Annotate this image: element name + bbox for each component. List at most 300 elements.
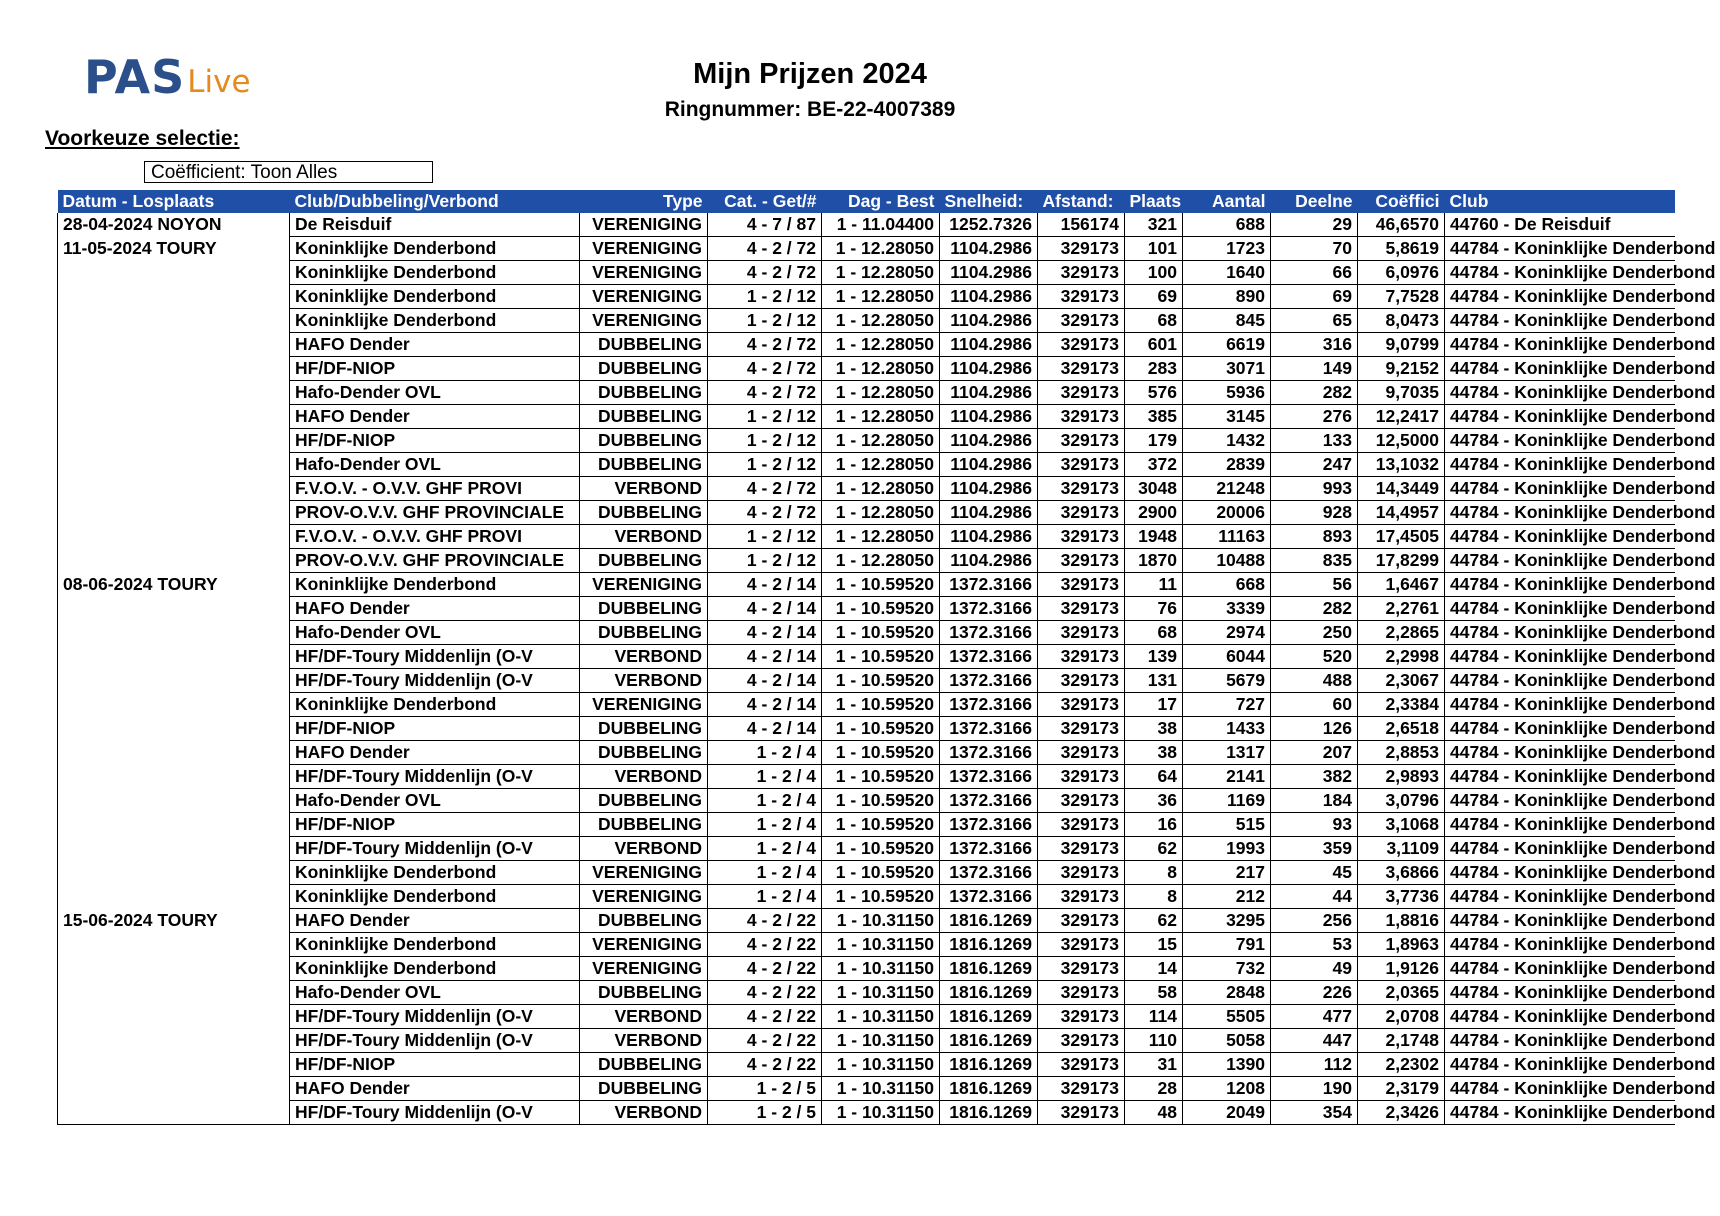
cell-afstand: 329173 (1038, 765, 1125, 789)
table-row (58, 549, 1675, 573)
table-row (58, 1029, 1675, 1053)
cell-dag-best: 1 - 10.59520 (822, 645, 940, 669)
cell-datum-losplaats (58, 645, 290, 669)
cell-aantal: 5679 (1183, 669, 1271, 693)
table-row (58, 693, 1675, 717)
cell-aantal: 5936 (1183, 381, 1271, 405)
cell-aantal: 5058 (1183, 1029, 1271, 1053)
table-row (58, 405, 1675, 429)
cell-plaats: 100 (1125, 261, 1183, 285)
table-row (58, 837, 1675, 861)
cell-deelne: 447 (1271, 1029, 1358, 1053)
cell-plaats: 48 (1125, 1101, 1183, 1125)
cell-dag-best: 1 - 10.59520 (822, 597, 940, 621)
cell-plaats: 8 (1125, 861, 1183, 885)
cell-deelne: 226 (1271, 981, 1358, 1005)
cell-coefficient: 2,2998 (1358, 645, 1445, 669)
cell-coefficient: 8,0473 (1358, 309, 1445, 333)
cell-club-dubbeling-verbond: Koninklijke Denderbond (290, 885, 580, 909)
cell-afstand: 329173 (1038, 1005, 1125, 1029)
cell-dag-best: 1 - 12.28050 (822, 237, 940, 261)
cell-club-dubbeling-verbond: HAFO Dender (290, 909, 580, 933)
cell-deelne: 56 (1271, 573, 1358, 597)
cell-snelheid: 1104.2986 (940, 525, 1038, 549)
cell-cat-get: 4 - 2 / 14 (708, 693, 822, 717)
cell-deelne: 316 (1271, 333, 1358, 357)
cell-type: DUBBELING (580, 1053, 708, 1077)
cell-aantal: 890 (1183, 285, 1271, 309)
cell-cat-get: 4 - 2 / 14 (708, 621, 822, 645)
cell-club: 44784 - Koninklijke Denderbond (1445, 813, 1675, 837)
cell-club-dubbeling-verbond: Koninklijke Denderbond (290, 861, 580, 885)
cell-afstand: 329173 (1038, 477, 1125, 501)
cell-snelheid: 1372.3166 (940, 597, 1038, 621)
cell-afstand: 329173 (1038, 717, 1125, 741)
cell-club-dubbeling-verbond: HAFO Dender (290, 741, 580, 765)
cell-datum-losplaats (58, 957, 290, 981)
cell-aantal: 20006 (1183, 501, 1271, 525)
col-deelne: Deelne (1271, 190, 1358, 213)
cell-club: 44784 - Koninklijke Denderbond (1445, 261, 1675, 285)
col-dag-best: Dag - Best (822, 190, 940, 213)
table-row (58, 717, 1675, 741)
cell-type: DUBBELING (580, 717, 708, 741)
cell-snelheid: 1816.1269 (940, 1101, 1038, 1125)
cell-datum-losplaats (58, 933, 290, 957)
cell-snelheid: 1816.1269 (940, 981, 1038, 1005)
cell-datum-losplaats (58, 837, 290, 861)
cell-datum-losplaats (58, 693, 290, 717)
cell-snelheid: 1816.1269 (940, 1077, 1038, 1101)
cell-club: 44784 - Koninklijke Denderbond (1445, 477, 1675, 501)
cell-snelheid: 1816.1269 (940, 909, 1038, 933)
table-row (58, 573, 1675, 597)
cell-snelheid: 1104.2986 (940, 477, 1038, 501)
table-row (58, 429, 1675, 453)
cell-cat-get: 4 - 7 / 87 (708, 213, 822, 237)
cell-cat-get: 1 - 2 / 12 (708, 453, 822, 477)
cell-club: 44784 - Koninklijke Denderbond (1445, 933, 1675, 957)
table-row (58, 213, 1675, 237)
cell-cat-get: 1 - 2 / 12 (708, 549, 822, 573)
cell-cat-get: 4 - 2 / 14 (708, 597, 822, 621)
cell-aantal: 1433 (1183, 717, 1271, 741)
cell-dag-best: 1 - 10.59520 (822, 813, 940, 837)
cell-cat-get: 1 - 2 / 4 (708, 885, 822, 909)
table-row (58, 861, 1675, 885)
table-row (58, 669, 1675, 693)
cell-plaats: 38 (1125, 741, 1183, 765)
cell-aantal: 6619 (1183, 333, 1271, 357)
cell-plaats: 17 (1125, 693, 1183, 717)
cell-cat-get: 1 - 2 / 5 (708, 1101, 822, 1125)
cell-type: VERBOND (580, 669, 708, 693)
cell-datum-losplaats (58, 981, 290, 1005)
cell-dag-best: 1 - 10.31150 (822, 1077, 940, 1101)
cell-coefficient: 1,9126 (1358, 957, 1445, 981)
col-aantal: Aantal (1183, 190, 1271, 213)
cell-deelne: 520 (1271, 645, 1358, 669)
cell-coefficient: 2,2761 (1358, 597, 1445, 621)
cell-deelne: 184 (1271, 789, 1358, 813)
cell-dag-best: 1 - 10.31150 (822, 909, 940, 933)
cell-type: VERBOND (580, 1101, 708, 1125)
cell-datum-losplaats (58, 309, 290, 333)
cell-dag-best: 1 - 10.59520 (822, 741, 940, 765)
cell-type: VERENIGING (580, 957, 708, 981)
table-row (58, 525, 1675, 549)
cell-deelne: 133 (1271, 429, 1358, 453)
logo-brand: PAS (84, 50, 186, 104)
cell-club-dubbeling-verbond: Koninklijke Denderbond (290, 237, 580, 261)
cell-type: DUBBELING (580, 981, 708, 1005)
cell-afstand: 329173 (1038, 453, 1125, 477)
table-row (58, 381, 1675, 405)
cell-cat-get: 1 - 2 / 12 (708, 405, 822, 429)
cell-afstand: 329173 (1038, 405, 1125, 429)
cell-club-dubbeling-verbond: Koninklijke Denderbond (290, 261, 580, 285)
table-row (58, 453, 1675, 477)
cell-coefficient: 2,2865 (1358, 621, 1445, 645)
cell-club: 44784 - Koninklijke Denderbond (1445, 909, 1675, 933)
cell-club: 44784 - Koninklijke Denderbond (1445, 861, 1675, 885)
cell-dag-best: 1 - 10.31150 (822, 933, 940, 957)
cell-deelne: 93 (1271, 813, 1358, 837)
cell-club: 44784 - Koninklijke Denderbond (1445, 717, 1675, 741)
cell-dag-best: 1 - 10.59520 (822, 789, 940, 813)
cell-coefficient: 7,7528 (1358, 285, 1445, 309)
cell-afstand: 329173 (1038, 525, 1125, 549)
cell-club: 44784 - Koninklijke Denderbond (1445, 357, 1675, 381)
cell-coefficient: 3,1109 (1358, 837, 1445, 861)
cell-afstand: 329173 (1038, 549, 1125, 573)
cell-snelheid: 1372.3166 (940, 621, 1038, 645)
cell-type: DUBBELING (580, 813, 708, 837)
cell-plaats: 179 (1125, 429, 1183, 453)
table-row (58, 237, 1675, 261)
cell-club: 44784 - Koninklijke Denderbond (1445, 405, 1675, 429)
cell-deelne: 928 (1271, 501, 1358, 525)
cell-cat-get: 4 - 2 / 22 (708, 981, 822, 1005)
cell-cat-get: 1 - 2 / 5 (708, 1077, 822, 1101)
cell-cat-get: 1 - 2 / 4 (708, 813, 822, 837)
cell-aantal: 1993 (1183, 837, 1271, 861)
cell-deelne: 893 (1271, 525, 1358, 549)
cell-type: DUBBELING (580, 405, 708, 429)
cell-type: VERENIGING (580, 861, 708, 885)
cell-club: 44784 - Koninklijke Denderbond (1445, 237, 1675, 261)
cell-plaats: 576 (1125, 381, 1183, 405)
cell-aantal: 11163 (1183, 525, 1271, 549)
cell-cat-get: 4 - 2 / 72 (708, 333, 822, 357)
cell-datum-losplaats: 28-04-2024 NOYON (58, 213, 290, 237)
cell-club: 44784 - Koninklijke Denderbond (1445, 789, 1675, 813)
table-row (58, 333, 1675, 357)
cell-coefficient: 3,6866 (1358, 861, 1445, 885)
cell-afstand: 329173 (1038, 285, 1125, 309)
cell-datum-losplaats (58, 885, 290, 909)
cell-afstand: 329173 (1038, 237, 1125, 261)
cell-plaats: 64 (1125, 765, 1183, 789)
cell-aantal: 217 (1183, 861, 1271, 885)
cell-afstand: 329173 (1038, 261, 1125, 285)
cell-aantal: 1208 (1183, 1077, 1271, 1101)
cell-afstand: 329173 (1038, 909, 1125, 933)
cell-club-dubbeling-verbond: HAFO Dender (290, 405, 580, 429)
cell-aantal: 1317 (1183, 741, 1271, 765)
cell-aantal: 791 (1183, 933, 1271, 957)
cell-plaats: 131 (1125, 669, 1183, 693)
table-row (58, 981, 1675, 1005)
cell-dag-best: 1 - 10.31150 (822, 957, 940, 981)
table-row (58, 261, 1675, 285)
cell-snelheid: 1372.3166 (940, 693, 1038, 717)
ring-number: Ringnummer: BE-22-4007389 (664, 98, 956, 121)
cell-plaats: 76 (1125, 597, 1183, 621)
col-club: Club (1445, 190, 1675, 213)
cell-afstand: 329173 (1038, 429, 1125, 453)
cell-deelne: 49 (1271, 957, 1358, 981)
cell-dag-best: 1 - 12.28050 (822, 357, 940, 381)
cell-type: DUBBELING (580, 1077, 708, 1101)
table-row (58, 309, 1675, 333)
cell-dag-best: 1 - 12.28050 (822, 501, 940, 525)
cell-coefficient: 2,3067 (1358, 669, 1445, 693)
cell-type: VERENIGING (580, 885, 708, 909)
cell-cat-get: 1 - 2 / 4 (708, 861, 822, 885)
cell-deelne: 359 (1271, 837, 1358, 861)
cell-coefficient: 12,5000 (1358, 429, 1445, 453)
cell-club: 44784 - Koninklijke Denderbond (1445, 741, 1675, 765)
cell-type: DUBBELING (580, 621, 708, 645)
cell-deelne: 69 (1271, 285, 1358, 309)
cell-afstand: 329173 (1038, 1077, 1125, 1101)
cell-club-dubbeling-verbond: De Reisduif (290, 213, 580, 237)
table-row (58, 1053, 1675, 1077)
cell-datum-losplaats (58, 669, 290, 693)
cell-datum-losplaats (58, 525, 290, 549)
cell-coefficient: 13,1032 (1358, 453, 1445, 477)
cell-type: VERENIGING (580, 693, 708, 717)
cell-plaats: 31 (1125, 1053, 1183, 1077)
cell-afstand: 329173 (1038, 861, 1125, 885)
cell-coefficient: 1,8963 (1358, 933, 1445, 957)
cell-club: 44784 - Koninklijke Denderbond (1445, 1053, 1675, 1077)
cell-type: DUBBELING (580, 909, 708, 933)
cell-aantal: 2839 (1183, 453, 1271, 477)
cell-dag-best: 1 - 12.28050 (822, 381, 940, 405)
cell-club-dubbeling-verbond: F.V.O.V. - O.V.V. GHF PROVI (290, 525, 580, 549)
cell-deelne: 477 (1271, 1005, 1358, 1029)
cell-deelne: 190 (1271, 1077, 1358, 1101)
cell-dag-best: 1 - 10.59520 (822, 669, 940, 693)
cell-snelheid: 1372.3166 (940, 669, 1038, 693)
cell-type: VERBOND (580, 477, 708, 501)
table-row (58, 789, 1675, 813)
cell-coefficient: 2,6518 (1358, 717, 1445, 741)
cell-dag-best: 1 - 12.28050 (822, 285, 940, 309)
cell-cat-get: 4 - 2 / 72 (708, 237, 822, 261)
cell-plaats: 321 (1125, 213, 1183, 237)
cell-deelne: 207 (1271, 741, 1358, 765)
table-row (58, 477, 1675, 501)
cell-club-dubbeling-verbond: HF/DF-NIOP (290, 813, 580, 837)
cell-plaats: 68 (1125, 309, 1183, 333)
cell-aantal: 5505 (1183, 1005, 1271, 1029)
cell-datum-losplaats (58, 549, 290, 573)
table-row (58, 1077, 1675, 1101)
cell-datum-losplaats (58, 621, 290, 645)
cell-aantal: 688 (1183, 213, 1271, 237)
cell-plaats: 11 (1125, 573, 1183, 597)
cell-afstand: 329173 (1038, 357, 1125, 381)
cell-deelne: 282 (1271, 597, 1358, 621)
cell-cat-get: 1 - 2 / 4 (708, 837, 822, 861)
cell-snelheid: 1372.3166 (940, 885, 1038, 909)
cell-cat-get: 1 - 2 / 4 (708, 765, 822, 789)
cell-afstand: 329173 (1038, 1029, 1125, 1053)
cell-club-dubbeling-verbond: Hafo-Dender OVL (290, 621, 580, 645)
table-row (58, 813, 1675, 837)
cell-snelheid: 1252.7326 (940, 213, 1038, 237)
cell-club: 44784 - Koninklijke Denderbond (1445, 885, 1675, 909)
cell-plaats: 68 (1125, 621, 1183, 645)
cell-deelne: 835 (1271, 549, 1358, 573)
cell-plaats: 28 (1125, 1077, 1183, 1101)
cell-club: 44784 - Koninklijke Denderbond (1445, 309, 1675, 333)
cell-deelne: 70 (1271, 237, 1358, 261)
cell-coefficient: 9,0799 (1358, 333, 1445, 357)
cell-datum-losplaats (58, 357, 290, 381)
cell-snelheid: 1104.2986 (940, 453, 1038, 477)
cell-datum-losplaats (58, 429, 290, 453)
cell-plaats: 110 (1125, 1029, 1183, 1053)
cell-dag-best: 1 - 12.28050 (822, 333, 940, 357)
cell-club: 44784 - Koninklijke Denderbond (1445, 1101, 1675, 1125)
cell-type: VERENIGING (580, 285, 708, 309)
cell-plaats: 601 (1125, 333, 1183, 357)
cell-aantal: 727 (1183, 693, 1271, 717)
col-snelheid: Snelheid: (940, 190, 1038, 213)
cell-aantal: 3071 (1183, 357, 1271, 381)
cell-datum-losplaats (58, 453, 290, 477)
cell-coefficient: 1,8816 (1358, 909, 1445, 933)
cell-afstand: 329173 (1038, 837, 1125, 861)
cell-coefficient: 3,7736 (1358, 885, 1445, 909)
cell-type: VERENIGING (580, 213, 708, 237)
table-row (58, 933, 1675, 957)
cell-afstand: 329173 (1038, 957, 1125, 981)
cell-snelheid: 1372.3166 (940, 765, 1038, 789)
cell-plaats: 1948 (1125, 525, 1183, 549)
cell-deelne: 993 (1271, 477, 1358, 501)
cell-dag-best: 1 - 12.28050 (822, 261, 940, 285)
cell-plaats: 62 (1125, 837, 1183, 861)
cell-club-dubbeling-verbond: Koninklijke Denderbond (290, 693, 580, 717)
cell-aantal: 1169 (1183, 789, 1271, 813)
cell-coefficient: 17,8299 (1358, 549, 1445, 573)
cell-plaats: 2900 (1125, 501, 1183, 525)
table-row (58, 765, 1675, 789)
cell-club: 44784 - Koninklijke Denderbond (1445, 669, 1675, 693)
col-cat-get: Cat. - Get/# (708, 190, 822, 213)
cell-dag-best: 1 - 10.59520 (822, 861, 940, 885)
cell-dag-best: 1 - 12.28050 (822, 549, 940, 573)
cell-dag-best: 1 - 10.59520 (822, 573, 940, 597)
cell-type: VERBOND (580, 765, 708, 789)
cell-dag-best: 1 - 10.59520 (822, 885, 940, 909)
cell-club-dubbeling-verbond: Koninklijke Denderbond (290, 285, 580, 309)
cell-datum-losplaats (58, 285, 290, 309)
cell-datum-losplaats (58, 861, 290, 885)
cell-type: VERENIGING (580, 261, 708, 285)
cell-snelheid: 1104.2986 (940, 309, 1038, 333)
cell-deelne: 66 (1271, 261, 1358, 285)
cell-dag-best: 1 - 12.28050 (822, 453, 940, 477)
cell-deelne: 44 (1271, 885, 1358, 909)
cell-plaats: 3048 (1125, 477, 1183, 501)
table-row (58, 645, 1675, 669)
cell-club: 44784 - Koninklijke Denderbond (1445, 1077, 1675, 1101)
cell-afstand: 156174 (1038, 213, 1125, 237)
cell-aantal: 2974 (1183, 621, 1271, 645)
cell-afstand: 329173 (1038, 621, 1125, 645)
cell-aantal: 1390 (1183, 1053, 1271, 1077)
cell-club-dubbeling-verbond: PROV-O.V.V. GHF PROVINCIALE (290, 501, 580, 525)
cell-coefficient: 2,3179 (1358, 1077, 1445, 1101)
coefficient-filter[interactable]: Coëfficient: Toon Alles (144, 161, 433, 183)
cell-club-dubbeling-verbond: Hafo-Dender OVL (290, 381, 580, 405)
cell-type: VERENIGING (580, 933, 708, 957)
cell-datum-losplaats (58, 333, 290, 357)
cell-snelheid: 1816.1269 (940, 933, 1038, 957)
cell-club: 44784 - Koninklijke Denderbond (1445, 957, 1675, 981)
table-row (58, 957, 1675, 981)
cell-coefficient: 3,0796 (1358, 789, 1445, 813)
cell-coefficient: 6,0976 (1358, 261, 1445, 285)
cell-cat-get: 4 - 2 / 72 (708, 357, 822, 381)
cell-deelne: 256 (1271, 909, 1358, 933)
cell-aantal: 6044 (1183, 645, 1271, 669)
cell-cat-get: 4 - 2 / 14 (708, 717, 822, 741)
col-coefficient: Coëffici (1358, 190, 1445, 213)
cell-plaats: 14 (1125, 957, 1183, 981)
cell-cat-get: 1 - 2 / 12 (708, 429, 822, 453)
cell-type: DUBBELING (580, 501, 708, 525)
cell-coefficient: 9,7035 (1358, 381, 1445, 405)
cell-snelheid: 1104.2986 (940, 429, 1038, 453)
cell-aantal: 212 (1183, 885, 1271, 909)
cell-type: DUBBELING (580, 789, 708, 813)
cell-datum-losplaats (58, 813, 290, 837)
cell-datum-losplaats (58, 1053, 290, 1077)
cell-afstand: 329173 (1038, 1101, 1125, 1125)
cell-afstand: 329173 (1038, 573, 1125, 597)
cell-snelheid: 1104.2986 (940, 357, 1038, 381)
cell-deelne: 250 (1271, 621, 1358, 645)
cell-plaats: 1870 (1125, 549, 1183, 573)
preselect-label: Voorkeuze selectie: (45, 127, 240, 150)
cell-club: 44784 - Koninklijke Denderbond (1445, 429, 1675, 453)
cell-club-dubbeling-verbond: Hafo-Dender OVL (290, 453, 580, 477)
cell-club-dubbeling-verbond: HAFO Dender (290, 597, 580, 621)
cell-datum-losplaats (58, 765, 290, 789)
cell-datum-losplaats: 11-05-2024 TOURY (58, 237, 290, 261)
table-row (58, 1101, 1675, 1125)
cell-snelheid: 1104.2986 (940, 285, 1038, 309)
cell-datum-losplaats (58, 789, 290, 813)
cell-dag-best: 1 - 11.04400 (822, 213, 940, 237)
